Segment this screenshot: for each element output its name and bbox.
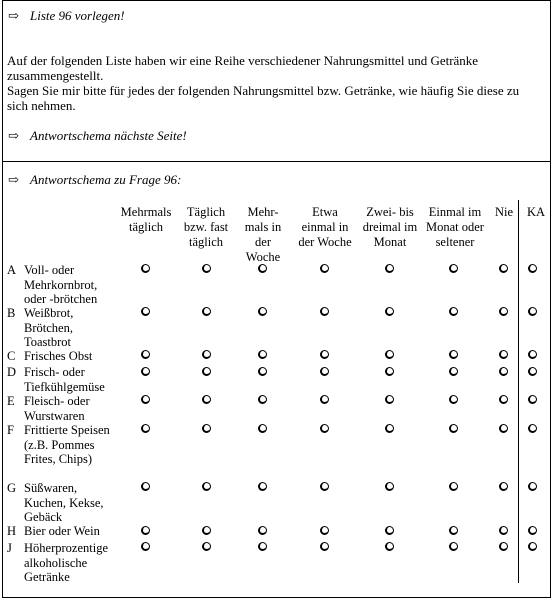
radio-button-icon[interactable] bbox=[499, 482, 508, 491]
radio-button-icon[interactable] bbox=[385, 367, 394, 376]
radio-button-icon[interactable] bbox=[141, 264, 150, 273]
row-label: Frisch- oder Tiefkühlgemüse bbox=[24, 365, 105, 394]
row-letter: F bbox=[7, 423, 14, 437]
radio-button-icon[interactable] bbox=[320, 526, 329, 535]
row-letter: H bbox=[7, 524, 17, 538]
question-paragraph: Sagen Sie mir bitte für jedes der folgenden Nahrungsmittel bzw. Getränke, wie häufig Sie diese zu sich nehmen. bbox=[7, 83, 520, 113]
radio-button-icon[interactable] bbox=[258, 367, 267, 376]
radio-button-icon[interactable] bbox=[320, 350, 329, 359]
radio-button-icon[interactable] bbox=[499, 424, 508, 433]
radio-button-icon[interactable] bbox=[499, 526, 508, 535]
row-label: Frittierte Speisen (z.B. Pommes Frites, Chips) bbox=[24, 423, 110, 466]
row-letter: E bbox=[7, 394, 15, 408]
instruction-list-line bbox=[8, 8, 125, 24]
radio-button-icon[interactable] bbox=[320, 542, 329, 551]
col-header-mehrmals-woche: Mehr-mals in der Woche bbox=[244, 205, 282, 264]
radio-button-icon[interactable] bbox=[449, 367, 458, 376]
radio-button-icon[interactable] bbox=[258, 526, 267, 535]
radio-button-icon[interactable] bbox=[499, 350, 508, 359]
radio-button-icon[interactable] bbox=[258, 482, 267, 491]
row-letter: B bbox=[7, 306, 16, 320]
col-header-einmal-monat: Einmal im Monat oder seltener bbox=[426, 205, 484, 249]
radio-button-icon[interactable] bbox=[141, 395, 150, 404]
radio-button-icon[interactable] bbox=[320, 424, 329, 433]
radio-button-icon[interactable] bbox=[499, 264, 508, 273]
radio-button-icon[interactable] bbox=[202, 367, 211, 376]
schema-title: Antwortschema zu Frage 96: bbox=[30, 172, 182, 187]
radio-button-icon[interactable] bbox=[141, 307, 150, 316]
radio-button-icon[interactable] bbox=[499, 542, 508, 551]
radio-button-icon[interactable] bbox=[528, 350, 537, 359]
radio-button-icon[interactable] bbox=[202, 264, 211, 273]
radio-button-icon[interactable] bbox=[141, 424, 150, 433]
radio-button-icon[interactable] bbox=[385, 307, 394, 316]
radio-button-icon[interactable] bbox=[449, 526, 458, 535]
radio-button-icon[interactable] bbox=[320, 367, 329, 376]
radio-button-icon[interactable] bbox=[141, 542, 150, 551]
radio-button-icon[interactable] bbox=[258, 307, 267, 316]
radio-button-icon[interactable] bbox=[385, 395, 394, 404]
radio-button-icon[interactable] bbox=[320, 264, 329, 273]
radio-button-icon[interactable] bbox=[258, 264, 267, 273]
radio-button-icon[interactable] bbox=[320, 307, 329, 316]
schema-title-line bbox=[8, 172, 181, 188]
arrow-icon: ⇨ bbox=[8, 172, 19, 187]
radio-button-icon[interactable] bbox=[258, 424, 267, 433]
col-header-zwei-dreimal-monat: Zwei- bis dreimal im Monat bbox=[362, 205, 418, 249]
radio-button-icon[interactable] bbox=[449, 542, 458, 551]
radio-button-icon[interactable] bbox=[385, 482, 394, 491]
instruction-list: Liste 96 vorlegen! bbox=[30, 8, 125, 23]
row-letter: A bbox=[7, 263, 17, 277]
radio-button-icon[interactable] bbox=[449, 264, 458, 273]
radio-button-icon[interactable] bbox=[258, 542, 267, 551]
radio-button-icon[interactable] bbox=[202, 395, 211, 404]
radio-button-icon[interactable] bbox=[449, 307, 458, 316]
col-header-taeglich: Täglich bzw. fast täglich bbox=[183, 205, 229, 249]
radio-button-icon[interactable] bbox=[385, 542, 394, 551]
radio-button-icon[interactable] bbox=[202, 424, 211, 433]
radio-button-icon[interactable] bbox=[385, 264, 394, 273]
radio-button-icon[interactable] bbox=[141, 367, 150, 376]
radio-button-icon[interactable] bbox=[202, 350, 211, 359]
radio-button-icon[interactable] bbox=[449, 350, 458, 359]
row-label: Höherprozentige alkoholische Getränke bbox=[24, 541, 108, 584]
row-letter: G bbox=[7, 481, 17, 495]
row-label: Fleisch- oder Wurstwaren bbox=[24, 394, 90, 423]
ka-separator-line bbox=[518, 200, 519, 583]
radio-button-icon[interactable] bbox=[528, 307, 537, 316]
radio-button-icon[interactable] bbox=[499, 367, 508, 376]
row-label: Süßwaren, Kuchen, Kekse, Gebäck bbox=[24, 481, 104, 524]
radio-button-icon[interactable] bbox=[320, 395, 329, 404]
arrow-icon: ⇨ bbox=[8, 128, 19, 143]
radio-button-icon[interactable] bbox=[528, 395, 537, 404]
radio-button-icon[interactable] bbox=[528, 424, 537, 433]
row-label: Frisches Obst bbox=[24, 349, 93, 363]
col-header-einmal-woche: Etwa einmal in der Woche bbox=[298, 205, 352, 249]
instruction-schema: Antwortschema nächste Seite! bbox=[30, 128, 187, 143]
radio-button-icon[interactable] bbox=[202, 482, 211, 491]
radio-button-icon[interactable] bbox=[258, 350, 267, 359]
row-label: Bier oder Wein bbox=[24, 524, 100, 538]
radio-button-icon[interactable] bbox=[528, 367, 537, 376]
radio-button-icon[interactable] bbox=[141, 350, 150, 359]
arrow-icon: ⇨ bbox=[8, 8, 19, 23]
radio-button-icon[interactable] bbox=[385, 350, 394, 359]
row-label: Voll- oder Mehrkornbrot, oder -brötchen bbox=[24, 263, 98, 306]
radio-button-icon[interactable] bbox=[320, 482, 329, 491]
row-letter: D bbox=[7, 365, 17, 379]
row-label: Weißbrot, Brötchen, Toastbrot bbox=[24, 306, 74, 349]
col-header-mehrmals-taeglich: Mehrmals täglich bbox=[120, 205, 172, 234]
radio-button-icon[interactable] bbox=[385, 424, 394, 433]
instruction-schema-line bbox=[8, 128, 187, 144]
radio-button-icon[interactable] bbox=[528, 264, 537, 273]
radio-button-icon[interactable] bbox=[449, 424, 458, 433]
radio-button-icon[interactable] bbox=[449, 482, 458, 491]
row-letter: J bbox=[7, 541, 12, 555]
radio-button-icon[interactable] bbox=[141, 482, 150, 491]
radio-button-icon[interactable] bbox=[499, 307, 508, 316]
radio-button-icon[interactable] bbox=[528, 542, 537, 551]
col-header-nie: Nie bbox=[494, 205, 514, 219]
radio-button-icon[interactable] bbox=[202, 526, 211, 535]
radio-button-icon[interactable] bbox=[141, 526, 150, 535]
row-letter: C bbox=[7, 349, 16, 363]
radio-button-icon[interactable] bbox=[258, 395, 267, 404]
radio-button-icon[interactable] bbox=[202, 307, 211, 316]
radio-button-icon[interactable] bbox=[528, 526, 537, 535]
radio-button-icon[interactable] bbox=[385, 526, 394, 535]
radio-button-icon[interactable] bbox=[499, 395, 508, 404]
intro-paragraph: Auf der folgenden Liste haben wir eine Reihe verschiedener Nahrungsmittel und Getränke zusammengestellt. bbox=[7, 53, 479, 83]
col-header-ka: KA bbox=[526, 205, 546, 219]
radio-button-icon[interactable] bbox=[528, 482, 537, 491]
radio-button-icon[interactable] bbox=[202, 542, 211, 551]
radio-button-icon[interactable] bbox=[449, 395, 458, 404]
section-divider bbox=[2, 161, 551, 162]
